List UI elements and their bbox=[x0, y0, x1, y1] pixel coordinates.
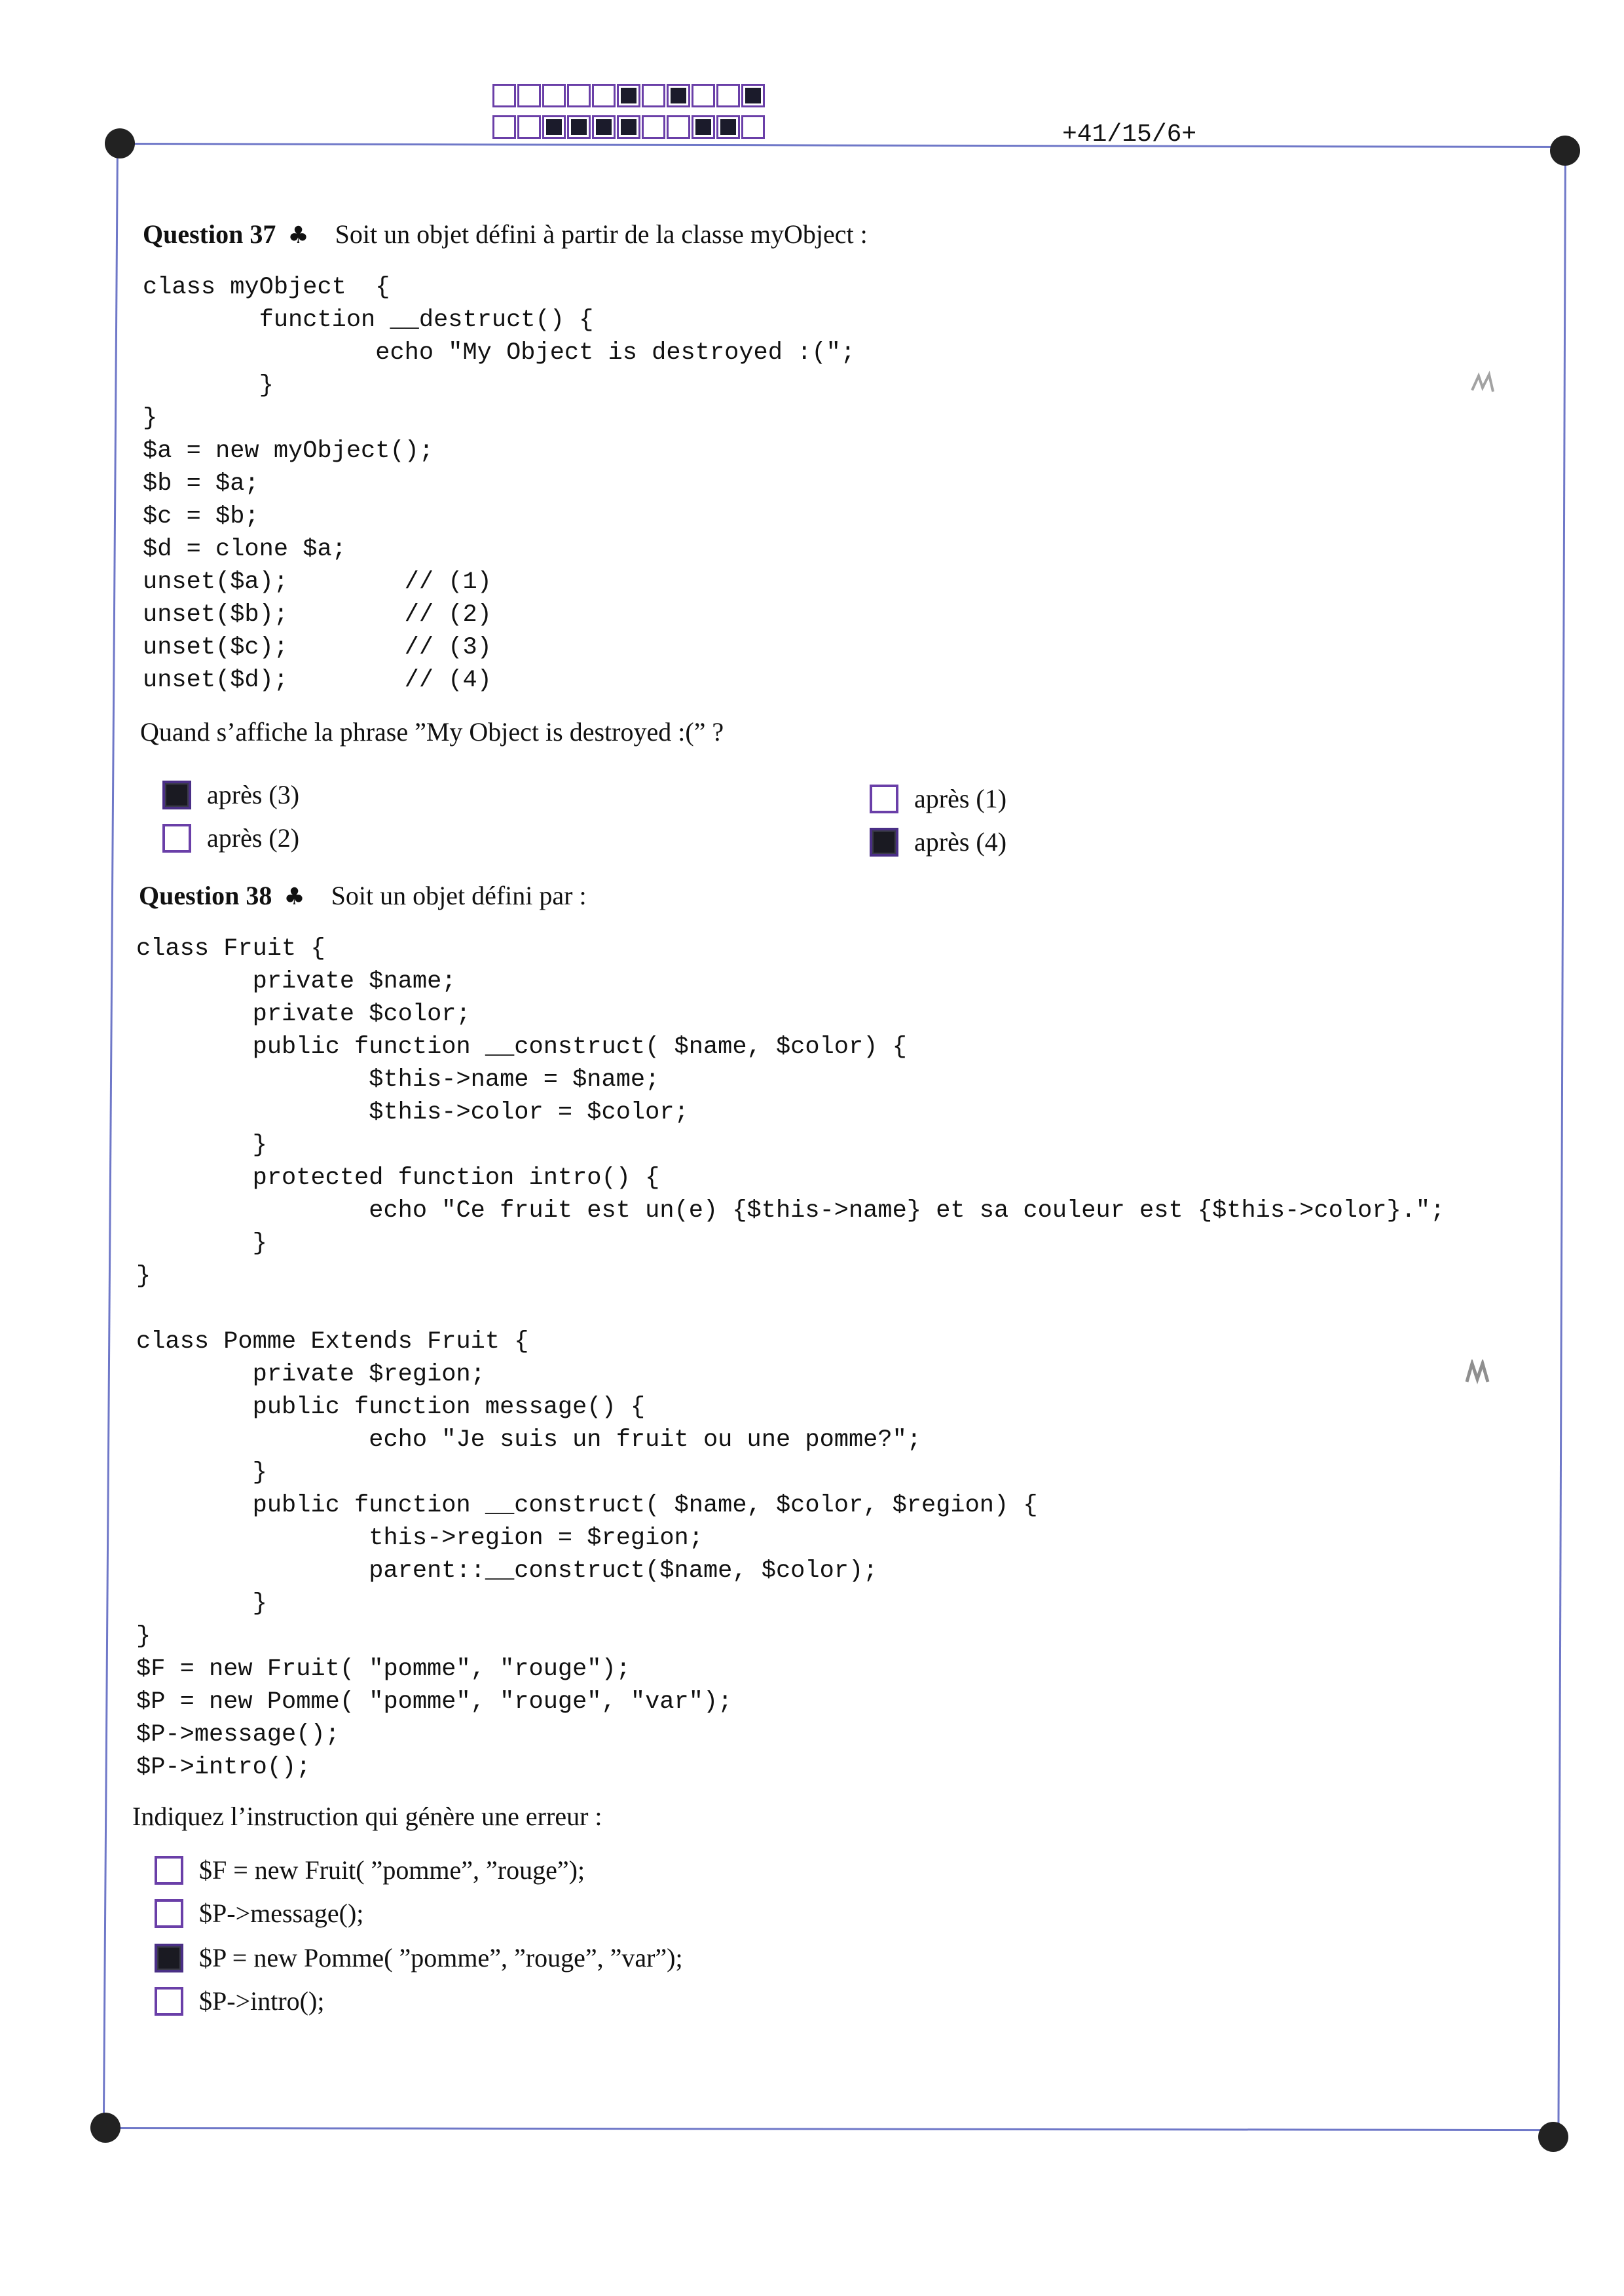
question-38-header bbox=[139, 880, 587, 911]
corner-mark-top-left bbox=[105, 128, 135, 158]
barcode-cell bbox=[592, 84, 616, 107]
barcode-cell bbox=[542, 84, 566, 107]
q37-choice-2-label: après (2) bbox=[207, 823, 300, 853]
q38-choice-2-label: $P->message(); bbox=[199, 1898, 364, 1928]
barcode-cell bbox=[667, 84, 690, 107]
q37-choice-1-checkbox[interactable] bbox=[162, 781, 191, 809]
q38-choice-3-checkbox[interactable] bbox=[155, 1944, 183, 1972]
barcode-cell bbox=[741, 115, 765, 139]
q37-choice-2[interactable] bbox=[162, 823, 299, 853]
barcode-cell bbox=[716, 115, 740, 139]
frame-bottom-line bbox=[105, 2127, 1566, 2131]
barcode-cell bbox=[517, 115, 541, 139]
barcode-cell bbox=[542, 115, 566, 139]
q38-choice-4[interactable] bbox=[155, 1986, 324, 2016]
corner-mark-bottom-right bbox=[1538, 2122, 1568, 2152]
barcode-cell bbox=[592, 115, 616, 139]
barcode-cell bbox=[617, 84, 640, 107]
barcode-top-row bbox=[492, 84, 808, 111]
page-id: +41/15/6+ bbox=[1062, 120, 1197, 149]
q37-choice-3[interactable] bbox=[870, 783, 1006, 814]
question-38-code: class Fruit { private $name; private $color; public function __construct( $name, $color) { $this->name = $name; $this->color = $color; } protected function intro() { echo "Ce fruit est un(e) {$this->name} et sa couleur est {$this->color}."; } } class Pomme Extends Fruit { private $region; public function message() { echo "Je suis un fruit ou une pomme?"; } public function __construct( $name, $color, $region) { this->region = $region; parent::__construct($name, $color); } } $F = new Fruit( "pomme", "rouge"); $P = new Pomme( "pomme", "rouge", "var"); $P->message(); $P->intro(); bbox=[136, 935, 1445, 1781]
club-icon: ♣ bbox=[284, 883, 305, 910]
barcode-cell bbox=[716, 84, 740, 107]
barcode-cell bbox=[692, 84, 715, 107]
barcode-cell bbox=[642, 84, 665, 107]
barcode-cell bbox=[492, 115, 516, 139]
corner-mark-top-right bbox=[1550, 136, 1580, 166]
q38-choice-1[interactable] bbox=[155, 1855, 585, 1885]
club-icon: ♣ bbox=[287, 222, 309, 249]
scan-smudge-mark bbox=[1464, 1360, 1490, 1386]
barcode-cell bbox=[667, 115, 690, 139]
q37-choice-3-label: après (1) bbox=[914, 784, 1007, 813]
q38-choice-1-label: $F = new Fruit( ”pomme”, ”rouge”); bbox=[199, 1855, 585, 1885]
q38-choice-4-checkbox[interactable] bbox=[155, 1987, 183, 2016]
frame-right-line bbox=[1557, 149, 1566, 2134]
frame-left-line bbox=[103, 143, 119, 2127]
barcode-cell bbox=[567, 115, 591, 139]
question-37-title: Soit un objet défini à partir de la classe myObject : bbox=[335, 219, 868, 249]
question-38-title: Soit un objet défini par : bbox=[331, 881, 587, 910]
q38-choice-2-checkbox[interactable] bbox=[155, 1899, 183, 1928]
barcode-cell bbox=[692, 115, 715, 139]
q37-choice-4-checkbox[interactable] bbox=[870, 828, 898, 857]
question-37-code: class myObject { function __destruct() { echo "My Object is destroyed :("; } } $a = new myObject(); $b = $a; $c = $b; $d = clone $a; unset($a); // (1) unset($b); // (2) unset($c); // (3) unset($d); // (4) bbox=[143, 274, 855, 694]
q37-choice-3-checkbox[interactable] bbox=[870, 785, 898, 813]
question-37-header bbox=[143, 219, 868, 250]
q38-choice-3-label: $P = new Pomme( ”pomme”, ”rouge”, ”var”); bbox=[199, 1943, 683, 1972]
barcode-cell bbox=[617, 115, 640, 139]
barcode-cell bbox=[517, 84, 541, 107]
q38-choice-1-checkbox[interactable] bbox=[155, 1856, 183, 1885]
barcode-bottom-row bbox=[492, 115, 808, 143]
barcode-cell bbox=[492, 84, 516, 107]
q38-choice-4-label: $P->intro(); bbox=[199, 1986, 325, 2016]
frame-top-line bbox=[119, 143, 1565, 148]
q37-choice-4-label: après (4) bbox=[914, 827, 1007, 857]
scan-smudge-mark bbox=[1469, 371, 1496, 397]
barcode-cell bbox=[741, 84, 765, 107]
question-38-label: Question 38 bbox=[139, 881, 272, 910]
corner-mark-bottom-left bbox=[90, 2113, 120, 2143]
q38-choice-3[interactable] bbox=[155, 1942, 683, 1973]
question-37-prompt: Quand s’affiche la phrase ”My Object is destroyed :(” ? bbox=[140, 717, 724, 747]
q37-choice-1-label: après (3) bbox=[207, 780, 300, 809]
q37-choice-1[interactable] bbox=[162, 779, 299, 810]
q38-choice-2[interactable] bbox=[155, 1898, 363, 1929]
question-38-prompt: Indiquez l’instruction qui génère une erreur : bbox=[132, 1802, 602, 1831]
question-37-label: Question 37 bbox=[143, 219, 276, 249]
barcode-cell bbox=[642, 115, 665, 139]
q37-choice-4[interactable] bbox=[870, 826, 1006, 857]
q37-choice-2-checkbox[interactable] bbox=[162, 824, 191, 853]
barcode-cell bbox=[567, 84, 591, 107]
